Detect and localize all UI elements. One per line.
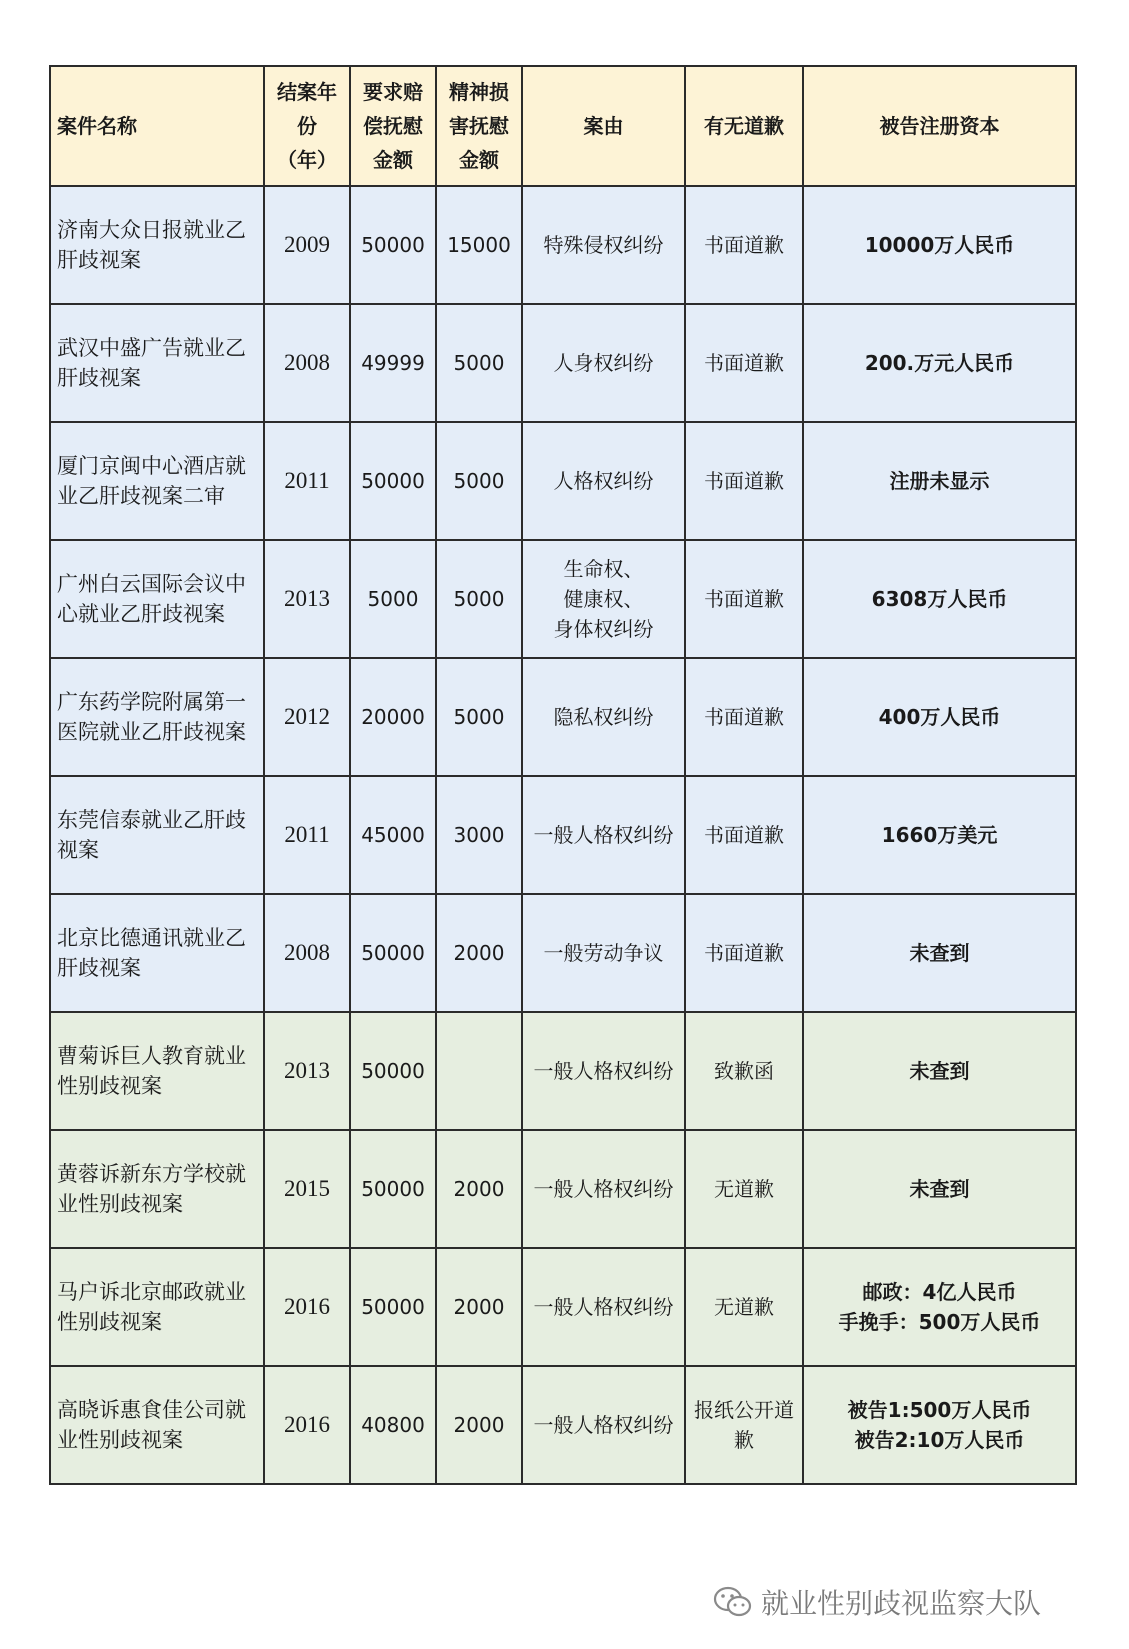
header-mental-line: 害抚慰	[449, 114, 509, 138]
case-name-cell: 济南大众日报就业乙肝歧视案	[50, 186, 264, 304]
cause-line: 身体权纠纷	[553, 617, 654, 641]
header-mental-line: 精神损	[449, 80, 509, 104]
apology-line: 无道歉	[714, 1177, 774, 1201]
mental-damage-cell: 2000	[436, 894, 522, 1012]
case-name-cell: 广东药学院附属第一医院就业乙肝歧视案	[50, 658, 264, 776]
apology-line: 书面道歉	[704, 351, 784, 375]
footer-text: 就业性别歧视监察大队	[760, 1587, 1041, 1620]
cause-cell	[522, 1012, 685, 1130]
cause-cell	[522, 304, 685, 422]
capital-line: 未查到	[909, 1177, 970, 1201]
table-body	[50, 186, 1076, 1484]
header-mental-line: 金额	[459, 148, 499, 172]
table-row	[50, 1366, 1076, 1484]
mental-damage-cell: 5000	[436, 304, 522, 422]
mental-damage-cell: 2000	[436, 1130, 522, 1248]
capital-cell	[803, 304, 1076, 422]
cause-line: 一般人格权纠纷	[533, 823, 674, 847]
capital-cell	[803, 1130, 1076, 1248]
cause-line: 人身权纠纷	[553, 351, 654, 375]
mental-damage-cell: 2000	[436, 1366, 522, 1484]
apology-line: 书面道歉	[704, 469, 784, 493]
header-year-line: 份	[297, 114, 317, 138]
year-cell: 2016	[264, 1248, 350, 1366]
table-row	[50, 776, 1076, 894]
mental-damage-cell	[436, 1012, 522, 1130]
capital-line: 手挽手：500万人民币	[838, 1310, 1041, 1334]
cause-cell	[522, 1248, 685, 1366]
claim-amount-cell: 50000	[350, 1130, 436, 1248]
capital-line: 注册未显示	[889, 469, 990, 493]
capital-cell	[803, 422, 1076, 540]
case-table	[49, 65, 1077, 1485]
table-row	[50, 304, 1076, 422]
year-cell: 2013	[264, 540, 350, 658]
capital-line: 未查到	[909, 941, 970, 965]
capital-cell	[803, 894, 1076, 1012]
capital-line: 200.万元人民币	[864, 351, 1015, 375]
cause-line: 一般人格权纠纷	[533, 1413, 674, 1437]
capital-line: 1660万美元	[881, 823, 998, 847]
capital-cell	[803, 540, 1076, 658]
apology-cell	[685, 304, 803, 422]
claim-amount-cell: 50000	[350, 894, 436, 1012]
cause-cell	[522, 1366, 685, 1484]
case-name-cell: 东莞信泰就业乙肝歧视案	[50, 776, 264, 894]
header-claim	[350, 66, 436, 186]
cause-line: 健康权、	[563, 587, 644, 611]
year-cell: 2011	[264, 422, 350, 540]
year-cell: 2009	[264, 186, 350, 304]
year-cell: 2011	[264, 776, 350, 894]
header-capital: 被告注册资本	[803, 66, 1076, 186]
claim-amount-cell: 45000	[350, 776, 436, 894]
apology-line: 书面道歉	[704, 587, 784, 611]
cause-cell	[522, 186, 685, 304]
claim-amount-cell: 20000	[350, 658, 436, 776]
table-row	[50, 894, 1076, 1012]
capital-cell	[803, 1248, 1076, 1366]
claim-amount-cell: 5000	[350, 540, 436, 658]
case-name-cell: 厦门京闽中心酒店就业乙肝歧视案二审	[50, 422, 264, 540]
capital-line: 6308万人民币	[871, 587, 1008, 611]
header-cause: 案由	[522, 66, 685, 186]
apology-line: 书面道歉	[704, 941, 784, 965]
cause-cell	[522, 422, 685, 540]
apology-cell	[685, 1366, 803, 1484]
apology-line: 无道歉	[714, 1295, 774, 1319]
apology-line: 歉	[734, 1428, 754, 1452]
capital-line: 邮政：4亿人民币	[862, 1280, 1017, 1304]
mental-damage-cell: 5000	[436, 540, 522, 658]
capital-line: 10000万人民币	[864, 233, 1015, 257]
year-cell: 2008	[264, 894, 350, 1012]
apology-cell	[685, 1248, 803, 1366]
cause-cell	[522, 540, 685, 658]
year-cell: 2016	[264, 1366, 350, 1484]
cause-line: 隐私权纠纷	[553, 705, 654, 729]
mental-damage-cell: 3000	[436, 776, 522, 894]
case-name-cell: 广州白云国际会议中心就业乙肝歧视案	[50, 540, 264, 658]
year-cell: 2012	[264, 658, 350, 776]
wechat-icon	[713, 1585, 753, 1619]
capital-cell	[803, 1012, 1076, 1130]
header-claim-line: 金额	[373, 148, 413, 172]
table-row	[50, 1130, 1076, 1248]
apology-line: 致歉函	[714, 1059, 774, 1083]
year-cell: 2013	[264, 1012, 350, 1130]
capital-cell	[803, 658, 1076, 776]
cause-cell	[522, 776, 685, 894]
cause-cell	[522, 894, 685, 1012]
case-name-cell: 曹菊诉巨人教育就业性别歧视案	[50, 1012, 264, 1130]
capital-line: 400万人民币	[878, 705, 1001, 729]
case-name-cell: 黄蓉诉新东方学校就业性别歧视案	[50, 1130, 264, 1248]
mental-damage-cell: 15000	[436, 186, 522, 304]
header-year-line: 结案年	[277, 80, 337, 104]
table-row	[50, 658, 1076, 776]
cause-line: 一般人格权纠纷	[533, 1059, 674, 1083]
capital-cell	[803, 1366, 1076, 1484]
capital-cell	[803, 776, 1076, 894]
case-name-cell: 高晓诉惠食佳公司就业性别歧视案	[50, 1366, 264, 1484]
header-apology: 有无道歉	[685, 66, 803, 186]
mental-damage-cell: 5000	[436, 422, 522, 540]
cause-line: 一般人格权纠纷	[533, 1295, 674, 1319]
footer-watermark	[713, 1582, 1041, 1622]
cause-line: 人格权纠纷	[553, 469, 654, 493]
case-name-cell: 武汉中盛广告就业乙肝歧视案	[50, 304, 264, 422]
mental-damage-cell: 5000	[436, 658, 522, 776]
table-row	[50, 186, 1076, 304]
apology-cell	[685, 658, 803, 776]
cause-line: 一般劳动争议	[543, 941, 664, 965]
apology-line: 书面道歉	[704, 233, 784, 257]
apology-cell	[685, 186, 803, 304]
claim-amount-cell: 50000	[350, 1248, 436, 1366]
apology-cell	[685, 1012, 803, 1130]
claim-amount-cell: 50000	[350, 422, 436, 540]
claim-amount-cell: 40800	[350, 1366, 436, 1484]
cause-cell	[522, 1130, 685, 1248]
capital-line: 被告1:500万人民币	[847, 1398, 1032, 1422]
apology-line: 书面道歉	[704, 705, 784, 729]
table-row	[50, 1012, 1076, 1130]
capital-line: 未查到	[909, 1059, 970, 1083]
header-year-line: （年）	[277, 148, 337, 172]
apology-line: 报纸公开道	[694, 1398, 794, 1422]
capital-cell	[803, 186, 1076, 304]
cause-line: 生命权、	[563, 557, 644, 581]
header-name: 案件名称	[50, 66, 264, 186]
header-year	[264, 66, 350, 186]
apology-cell	[685, 422, 803, 540]
apology-cell	[685, 894, 803, 1012]
header-claim-line: 要求赔	[363, 80, 423, 104]
header-row	[50, 66, 1076, 186]
cause-line: 一般人格权纠纷	[533, 1177, 674, 1201]
header-claim-line: 偿抚慰	[363, 114, 423, 138]
cause-cell	[522, 658, 685, 776]
apology-cell	[685, 540, 803, 658]
table-row	[50, 422, 1076, 540]
claim-amount-cell: 50000	[350, 1012, 436, 1130]
claim-amount-cell: 50000	[350, 186, 436, 304]
apology-cell	[685, 776, 803, 894]
capital-line: 被告2:10万人民币	[854, 1428, 1025, 1452]
year-cell: 2015	[264, 1130, 350, 1248]
case-name-cell: 马户诉北京邮政就业性别歧视案	[50, 1248, 264, 1366]
header-mental	[436, 66, 522, 186]
mental-damage-cell: 2000	[436, 1248, 522, 1366]
claim-amount-cell: 49999	[350, 304, 436, 422]
apology-cell	[685, 1130, 803, 1248]
cause-line: 特殊侵权纠纷	[543, 233, 664, 257]
table-row	[50, 1248, 1076, 1366]
table-row	[50, 540, 1076, 658]
case-name-cell: 北京比德通讯就业乙肝歧视案	[50, 894, 264, 1012]
year-cell: 2008	[264, 304, 350, 422]
apology-line: 书面道歉	[704, 823, 784, 847]
